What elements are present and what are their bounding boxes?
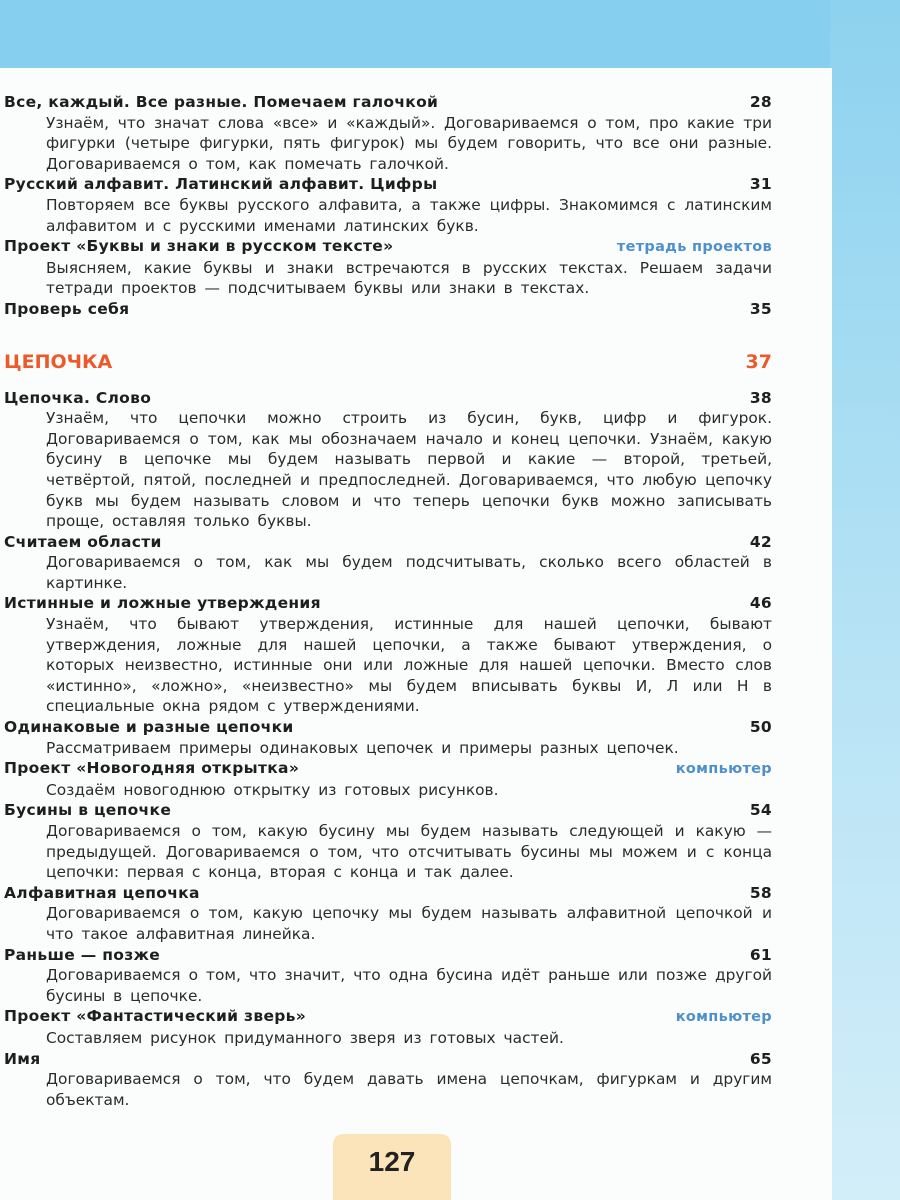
toc-entry-description: Составляем рисунок придуманного зверя из готовых частей. [46,1028,564,1047]
toc-entry-description: Выясняем, какие буквы и знаки встречаются в русских текстах. Решаем задачи тетради проектов — подсчитываем буквы или знаки в текстах. [46,258,772,298]
toc-entry-title: Русский алфавит. Латинский алфавит. Цифры [4,175,438,194]
toc-entry-title: Проект «Фантастический зверь» [4,1007,307,1026]
background-right [830,0,900,1200]
toc-entry [4,1006,772,1048]
toc-entry-title: Проект «Буквы и знаки в русском тексте» [4,237,394,256]
toc-entry-title: Раньше — позже [4,945,161,964]
toc-entry-title: Цепочка. Слово [4,388,152,407]
toc-entry-tag: компьютер [675,1009,772,1026]
toc-entry-heading [4,299,772,320]
section-title: ЦЕПОЧКА [4,350,113,373]
toc-entry-description: Договариваемся о том, как мы будем подсчитывать, сколько всего областей в картинке. [46,553,772,592]
toc-entry [4,717,772,758]
toc-entry-heading [4,236,772,258]
book-page [0,68,832,1200]
toc-entry [4,532,772,594]
toc-entry [4,800,772,882]
toc-entry-title: Имя [4,1049,41,1068]
toc-entry [4,299,772,320]
toc-entry-heading [4,1006,772,1028]
toc-entry-tag: тетрадь проектов [616,239,772,256]
toc-entry-heading [4,92,772,113]
toc-entry-description: Договариваемся о том, какую бусину мы будем называть следующей и какую — предыдущей. Договариваемся о том, что отсчитывать бусины мы можем и с конца цепочки: первая с конца, вторая с конца и так далее. [46,822,772,882]
toc-entry-heading [4,800,772,821]
toc-entry [4,388,772,532]
page-number-tab [333,1134,451,1200]
toc-entry-heading [4,388,772,409]
toc-entry-heading [4,174,772,195]
toc-list-top [4,92,772,320]
toc-entry-page: 28 [749,93,772,111]
toc-entry-title: Проверь себя [4,299,130,318]
toc-entry-heading [4,883,772,904]
section-page: 37 [745,350,772,373]
toc-entry-description: Договариваемся о том, какую цепочку мы будем называть алфавитной цепочкой и что такое алфавитная линейка. [46,904,772,943]
section-heading [4,350,772,374]
toc-entry [4,593,772,717]
toc-entry-heading [4,717,772,738]
toc-entry [4,758,772,800]
toc-entry [4,236,772,299]
toc-entry [4,883,772,945]
toc-entry [4,945,772,1007]
toc-entry-title: Проект «Новогодняя открытка» [4,759,300,778]
toc-entry-description: Договариваемся о том, что будем давать имена цепочкам, фигуркам и другим объектам. [46,1070,772,1109]
toc-entry-title: Истинные и ложные утверждения [4,594,321,613]
toc-entry [4,174,772,236]
table-of-contents [4,92,772,1110]
toc-entry-page: 65 [749,1049,772,1068]
toc-entry-title: Алфавитная цепочка [4,883,200,902]
page-number: 127 [368,1146,416,1177]
toc-entry-tag: компьютер [675,761,772,778]
toc-entry-heading [4,945,772,966]
toc-entry [4,92,772,174]
toc-entry-page: 46 [749,594,772,613]
toc-entry-title: Считаем области [4,532,162,551]
toc-entry-description: Узнаём, что бывают утверждения, истинные для нашей цепочки, бывают утверждения, ложные для нашей цепочки, а также бывают утверждения, о которых неизвестно, истинные они или ложные для нашей цепочки. Вместо слов «истинно», «ложно», «неизвестно» мы будем вписывать буквы И, Л или Н в специальные окна рядом с утверждениями. [46,615,772,716]
toc-entry-page: 61 [749,945,772,964]
toc-entry-heading [4,593,772,614]
toc-entry-title: Одинаковые и разные цепочки [4,718,294,737]
toc-entry-title: Все, каждый. Все разные. Помечаем галочкой [4,93,439,111]
background-top [0,0,900,70]
toc-entry-description: Создаём новогоднюю открытку из готовых рисунков. [46,780,499,799]
toc-entry-page: 31 [749,175,772,194]
toc-entry-title: Бусины в цепочке [4,801,172,820]
toc-entry-description: Повторяем все буквы русского алфавита, а также цифры. Знакомимся с латинским алфавитом и с русскими именами латинских букв. [46,195,772,235]
toc-entry-description: Узнаём, что значат слова «все» и «каждый». Договариваемся о том, про какие три фигурки (четыре фигурки, пять фигурок) мы будем говорить, что все они разные. Договариваемся о том, как помечать галочкой. [46,113,772,173]
toc-entry-heading [4,1049,772,1070]
toc-entry-page: 42 [749,532,772,551]
toc-entry-description: Рассматриваем примеры одинаковых цепочек и примеры разных цепочек. [46,738,679,757]
toc-list-bottom [4,388,772,1111]
toc-entry-page: 50 [749,718,772,737]
toc-entry-description: Узнаём, что цепочки можно строить из бусин, букв, цифр и фигурок. Договариваемся о том, как мы обозначаем начало и конец цепочки. Узнаём, какую бусину в цепочке мы будем называть первой и какие — второй, третьей, четвёртой, пятой, последней и предпоследней. Договариваемся, что любую цепочку букв мы будем называть словом и что теперь цепочки букв можно записывать проще, оставляя только буквы. [46,409,772,531]
toc-entry-page: 54 [749,801,772,820]
toc-entry-description: Договариваемся о том, что значит, что одна бусина идёт раньше или позже другой бусины в цепочке. [46,966,772,1005]
toc-entry-page: 35 [749,299,772,318]
toc-entry-page: 58 [749,883,772,902]
toc-entry-page: 38 [749,388,772,407]
toc-entry-heading [4,532,772,553]
toc-entry-heading [4,758,772,780]
toc-entry [4,1049,772,1111]
